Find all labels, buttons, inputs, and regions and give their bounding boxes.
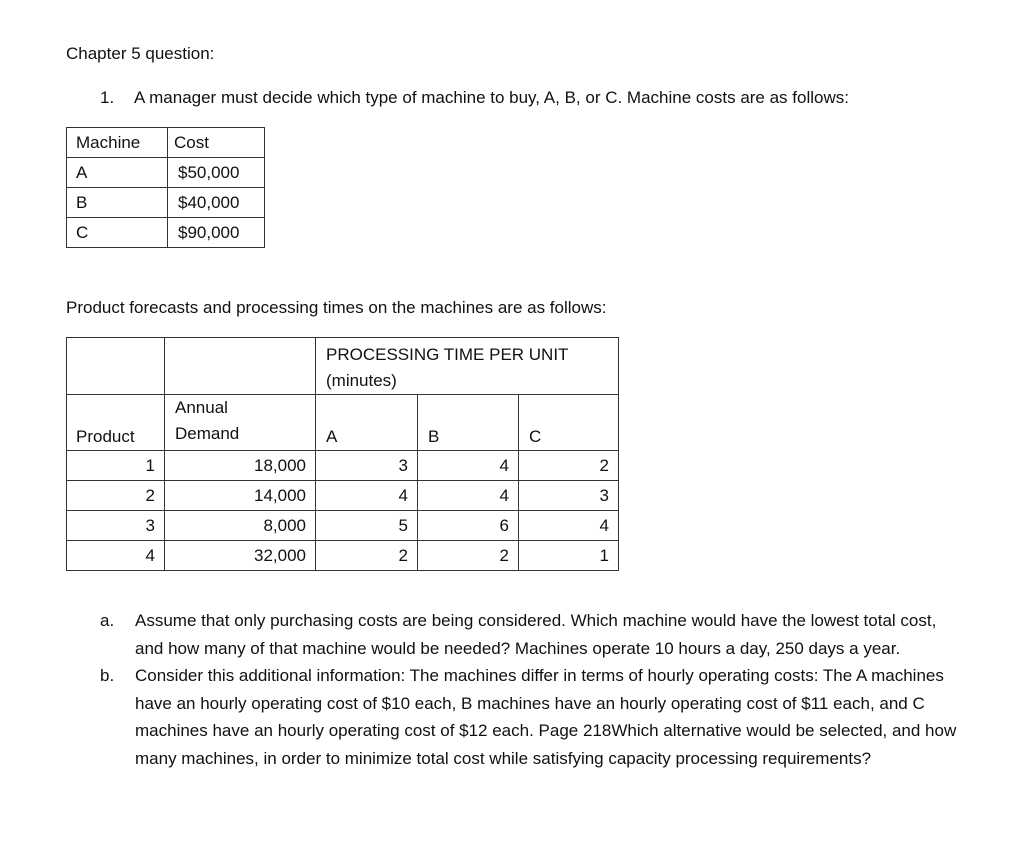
processing-time-header bbox=[316, 338, 619, 395]
time-c-cell: 2 bbox=[519, 451, 619, 481]
empty-header-cell bbox=[165, 338, 316, 395]
product-column-header: Product bbox=[67, 395, 165, 451]
cost-table-header-row bbox=[67, 128, 265, 158]
cost-table-row bbox=[67, 218, 265, 248]
product-cell: 3 bbox=[67, 511, 165, 541]
time-a-cell: 3 bbox=[316, 451, 418, 481]
part-text: Consider this additional information: The machines differ in terms of hourly operating costs: The A machines have an hourly operating cost of $10 each, B machines have an hourly operating cost of $11 each, and C machines have an hourly operating cost of $12 each. Page 218Which alternative would be selected, and how many machines, in order to minimize total cost while satisfying capacity processing requirements? bbox=[135, 666, 957, 768]
product-cell: 1 bbox=[67, 451, 165, 481]
processing-time-title: PROCESSING TIME PER UNIT (minutes) bbox=[326, 345, 569, 390]
machine-cell: B bbox=[67, 188, 168, 218]
machine-cost-table bbox=[66, 127, 265, 248]
time-a-cell: 5 bbox=[316, 511, 418, 541]
part-text: Assume that only purchasing costs are being considered. Which machine would have the lowest total cost, and how many of that machine would be needed? Machines operate 10 hours a day, 250 days a year. bbox=[135, 611, 937, 658]
product-cell: 2 bbox=[67, 481, 165, 511]
time-c-cell: 3 bbox=[519, 481, 619, 511]
time-b-cell: 6 bbox=[418, 511, 519, 541]
table-row bbox=[67, 451, 619, 481]
table-row bbox=[67, 511, 619, 541]
demand-cell: 8,000 bbox=[165, 511, 316, 541]
annual-label: Annual bbox=[175, 398, 228, 417]
cost-table-row bbox=[67, 188, 265, 218]
machine-cell: A bbox=[67, 158, 168, 188]
forecast-intro: Product forecasts and processing times on the machines are as follows: bbox=[66, 298, 607, 317]
cost-cell: $90,000 bbox=[168, 218, 265, 248]
question-1 bbox=[100, 88, 849, 108]
cost-table-row bbox=[67, 158, 265, 188]
machine-c-header: C bbox=[519, 395, 619, 451]
machine-b-header: B bbox=[418, 395, 519, 451]
question-number: 1. bbox=[100, 88, 115, 107]
demand-cell: 32,000 bbox=[165, 541, 316, 571]
product-cell: 4 bbox=[67, 541, 165, 571]
machine-a-header: A bbox=[316, 395, 418, 451]
cost-column-header: Cost bbox=[168, 128, 265, 158]
part-letter: b. bbox=[100, 666, 115, 685]
demand-cell: 14,000 bbox=[165, 481, 316, 511]
chapter-heading: Chapter 5 question: bbox=[66, 44, 215, 63]
time-a-cell: 4 bbox=[316, 481, 418, 511]
annual-demand-header bbox=[165, 395, 316, 451]
time-b-cell: 4 bbox=[418, 481, 519, 511]
forecast-table bbox=[66, 337, 619, 571]
forecast-title-row bbox=[67, 338, 619, 395]
time-c-cell: 1 bbox=[519, 541, 619, 571]
table-row bbox=[67, 541, 619, 571]
cost-cell: $40,000 bbox=[168, 188, 265, 218]
part-letter: a. bbox=[100, 611, 115, 630]
machine-cell: C bbox=[67, 218, 168, 248]
empty-header-cell bbox=[67, 338, 165, 395]
time-a-cell: 2 bbox=[316, 541, 418, 571]
part-a bbox=[100, 607, 960, 662]
time-c-cell: 4 bbox=[519, 511, 619, 541]
demand-label: Demand bbox=[175, 424, 240, 443]
question-parts bbox=[100, 607, 960, 772]
table-row bbox=[67, 481, 619, 511]
forecast-header-row bbox=[67, 395, 619, 451]
demand-cell: 18,000 bbox=[165, 451, 316, 481]
time-b-cell: 4 bbox=[418, 451, 519, 481]
machine-column-header: Machine bbox=[67, 128, 168, 158]
cost-cell: $50,000 bbox=[168, 158, 265, 188]
time-b-cell: 2 bbox=[418, 541, 519, 571]
question-text: A manager must decide which type of machine to buy, A, B, or C. Machine costs are as follows: bbox=[134, 88, 849, 107]
part-b bbox=[100, 662, 960, 772]
